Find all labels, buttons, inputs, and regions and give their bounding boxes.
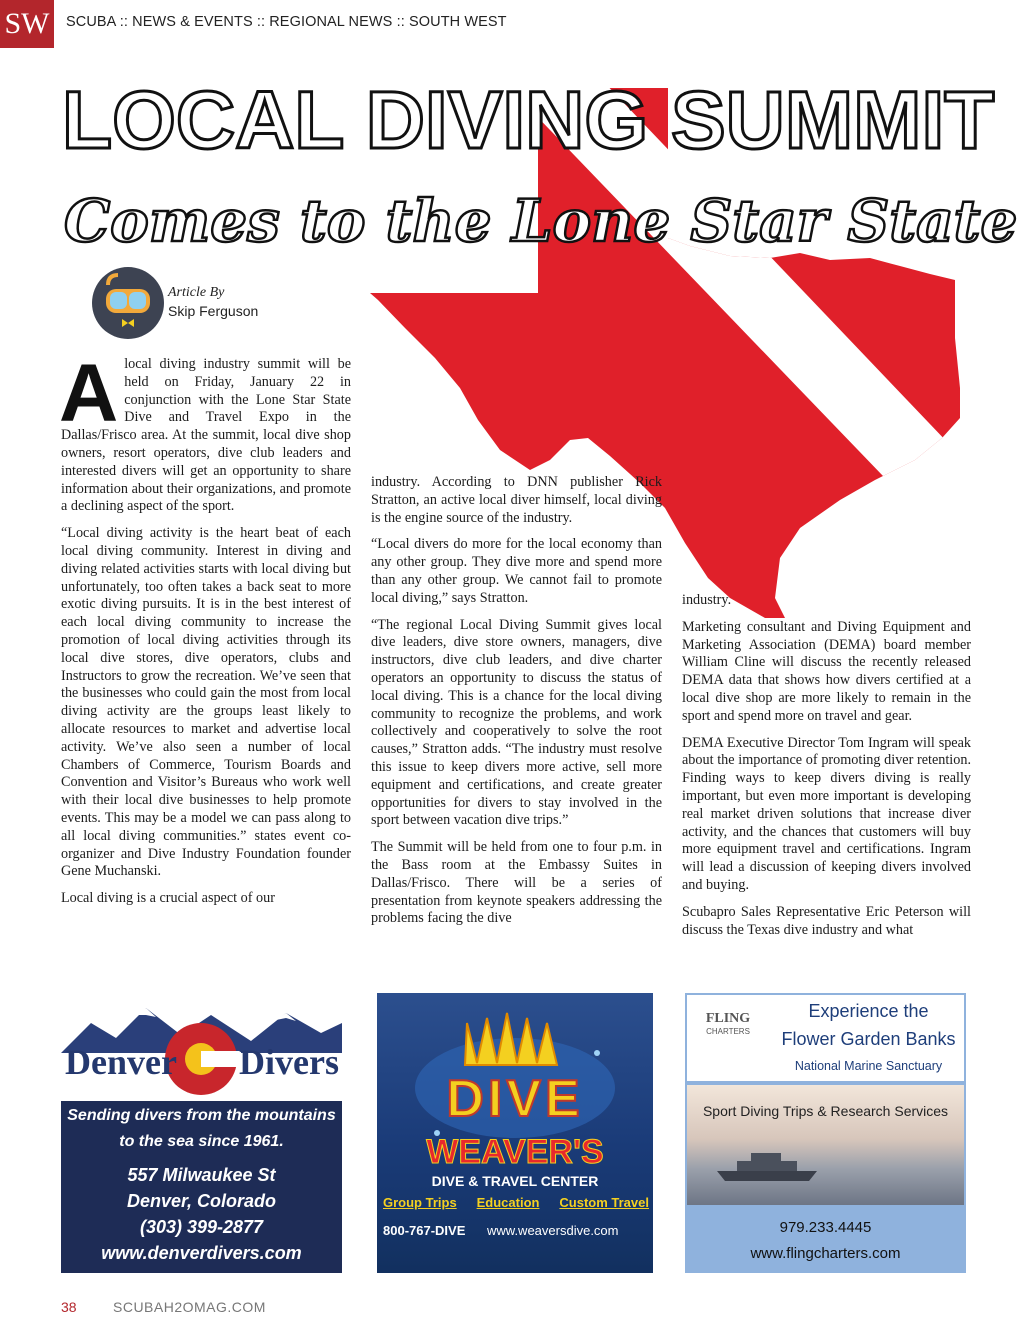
weavers-logo-main: WEAVER'S xyxy=(426,1133,604,1171)
author-avatar xyxy=(92,267,164,339)
denver-tagline-2: to the sea since 1961. xyxy=(119,1133,284,1150)
article-column-3 xyxy=(682,592,971,948)
denver-tagline-1: Sending divers from the mountains xyxy=(67,1107,336,1124)
weavers-phone: 800-767-DIVE xyxy=(383,1223,466,1238)
fling-phone: 979.233.4445 xyxy=(779,1219,872,1236)
fling-charters-ad[interactable] xyxy=(685,993,966,1273)
paragraph: local diving industry summit will be held on Friday, January 22 in conjunction with the Lone Star State Dive and Travel Expo in the Dallas/Frisco area. At the summit, local dive shop owners, resort operators, dive club leaders and interested divers will get an opportunity to share information about their organizations, and promote a declining aspect of the sport. xyxy=(61,356,351,515)
fling-logo-line2: CHARTERS xyxy=(706,1027,750,1036)
denver-url[interactable]: www.denverdivers.com xyxy=(101,1243,302,1263)
article-title: LOCAL DIVING SUMMIT xyxy=(62,75,995,166)
section-badge: SW xyxy=(0,0,54,48)
fling-headline-2: Flower Garden Banks xyxy=(781,1029,956,1049)
group-trips-link[interactable]: Group Trips xyxy=(383,1195,457,1210)
weavers-links xyxy=(383,1195,649,1210)
byline-label: Article By xyxy=(168,285,225,300)
fling-url[interactable]: www.flingcharters.com xyxy=(750,1245,901,1262)
breadcrumb: SCUBA :: NEWS & EVENTS :: REGIONAL NEWS :: SOUTH WEST xyxy=(66,14,507,30)
article-column-1 xyxy=(59,348,351,917)
article-column-2 xyxy=(371,474,662,937)
denver-divers-logo xyxy=(61,993,342,1101)
weavers-url[interactable]: www.weaversdive.com xyxy=(487,1223,619,1238)
paragraph: Marketing consultant and Diving Equipment and Marketing Association (DEMA) board member William Cline will discuss the recently released DEMA data that shows how divers certified at a local dive shop are more likely to remain in the sport and spend more on travel and gear. xyxy=(682,618,971,724)
paragraph: “The regional Local Diving Summit gives local dive leaders, dive store owners, managers, dive instructors, dive club leaders, and dive charter operators an opportunity to discuss the status of local diving. This is a chance for the local diving community to recognize the problems, and work collectively and cooperatively to solve the root causes,” Stratton adds. “The industry must resolve this issue to keep divers more active, sell more equipment and certifications, and create greater opportunities for divers to stay involved in the sport between vacation dive trips.” xyxy=(371,616,662,829)
denver-logo-left: Denver xyxy=(65,1042,177,1082)
fling-logo-line1: FLING xyxy=(705,1011,751,1026)
paragraph: Scubapro Sales Representative Eric Peterson will discuss the Texas dive industry and what xyxy=(682,903,971,938)
paragraph: industry. xyxy=(682,592,732,608)
dive-mask-icon xyxy=(92,267,164,339)
paragraph: “Local divers do more for the local economy than any other group. They dive more and spend more than any other group. We cannot fail to promote local diving,” says Stratton. xyxy=(371,536,662,606)
denver-address: 557 Milwaukee St xyxy=(127,1165,276,1185)
paragraph: The Summit will be held from one to four p.m. in the Bass room at the Embassy Suites in Dallas/Frisco. There will be a series of presentation from keynote speakers addressing the problems facing the dive xyxy=(371,839,662,927)
page-number: 38 xyxy=(61,1299,77,1315)
fling-headline-1: Experience the xyxy=(808,1001,929,1021)
denver-phone: (303) 399-2877 xyxy=(139,1217,264,1237)
weavers-logo-top: DIVE xyxy=(446,1070,584,1128)
paragraph: Local diving is a crucial aspect of our xyxy=(61,890,275,907)
custom-travel-link[interactable]: Custom Travel xyxy=(559,1195,649,1210)
author-name: Skip Ferguson xyxy=(168,303,259,319)
paragraph: “Local diving activity is the heart beat of each local diving community. Interest in diving and diving related activities starts with local diving but unfortunately, too often takes a back seat to more exotic diving pursuits. It is in the best interest of each local diving community to increase the promotion of local diving activities through its local dive stores, dive operators, clubs and Instructors to grow the recreation. We’ve seen that the businesses who could gain the most from local diving activity are the groups least likely to allocate resources to market and advertise local activity. We’ve also seen a number of local Chambers of Commerce, Tourism Boards and Convention and Visitor’s Bureaus who work well with their local dive businesses to help promote events. This may be a model we can pass along to all local diving communities.” states event co-organizer and Dive Industry Foundation founder Gene Muchanski. xyxy=(61,525,351,880)
education-link[interactable]: Education xyxy=(476,1195,540,1210)
fling-services: Sport Diving Trips & Research Services xyxy=(702,1103,949,1119)
fling-headline-3: National Marine Sanctuary xyxy=(794,1059,943,1073)
denver-divers-ad[interactable] xyxy=(61,993,342,1273)
denver-city: Denver, Colorado xyxy=(126,1191,277,1211)
footer-site[interactable]: SCUBAH2OMAG.COM xyxy=(113,1299,266,1315)
denver-logo-right: Divers xyxy=(239,1042,339,1082)
drop-cap: A xyxy=(59,348,119,439)
paragraph: DEMA Executive Director Tom Ingram will speak about the importance of promoting diver retention. Finding ways to keep divers diving is really important, but even more important is developing real market driven solutions that increase diver activity, and the chances that customers will buy more equipment travel and certifications. Ingram will lead a discussion of keeping divers involved and buying. xyxy=(682,734,971,893)
weavers-logo-sub: DIVE & TRAVEL CENTER xyxy=(431,1173,599,1189)
paragraph: industry. According to DNN publisher Rick Stratton, an active local diver himself, local diving is the engine source of the industry. xyxy=(371,474,662,526)
article-subtitle: Comes to the Lone Star State xyxy=(64,187,1018,255)
dive-weavers-ad[interactable] xyxy=(377,993,653,1273)
